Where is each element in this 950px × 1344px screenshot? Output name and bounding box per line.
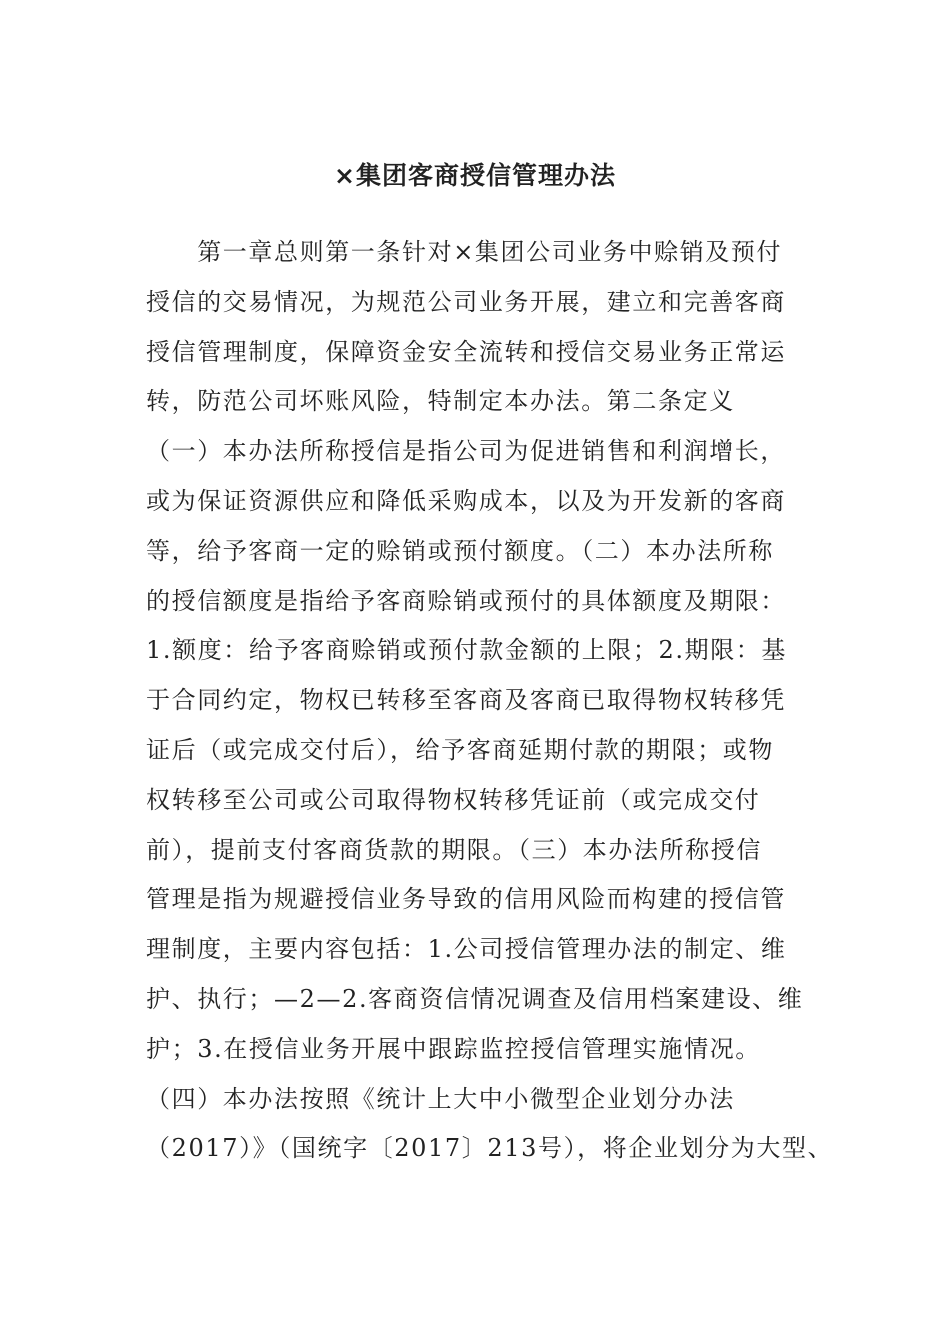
body-line-16: 护、执行；—2—2.客商资信情况调查及信用档案建设、维 [146,984,804,1013]
body-line-3: 授信管理制度，保障资金安全流转和授信交易业务正常运 [146,337,786,366]
body-line-1: 第一章总则第一条针对×集团公司业务中赊销及预付 [146,238,783,266]
body-line-13: 前），提前支付客商货款的期限。（三）本办法所称授信 [146,835,762,864]
body-line-7: 等，给予客商一定的赊销或预付额度。（二）本办法所称 [146,536,774,565]
body-line-2: 授信的交易情况，为规范公司业务开展，建立和完善客商 [146,287,786,316]
document-body [146,228,834,1174]
body-line-5: （一）本办法所称授信是指公司为促进销售和利润增长， [146,437,786,466]
body-line-9: 1.额度：给予客商赊销或预付款金额的上限；2.期限：基 [146,636,787,665]
body-line-15: 理制度，主要内容包括：1.公司授信管理办法的制定、维 [146,935,787,964]
body-line-17: 护；3.在授信业务开展中跟踪监控授信管理实施情况。 [146,1034,761,1063]
body-line-4: 转，防范公司坏账风险，特制定本办法。第二条定义 [146,387,735,416]
body-line-19: （2017）》（国统字〔2017〕213号），将企业划分为大型、 [146,1134,834,1163]
body-line-18: （四）本办法按照《统计上大中小微型企业划分办法 [146,1084,735,1113]
body-line-11: 证后（或完成交付后），给予客商延期付款的期限；或物 [146,735,774,764]
document-title: ×集团客商授信管理办法 [334,161,616,190]
body-line-12: 权转移至公司或公司取得物权转移凭证前（或完成交付 [146,785,761,814]
body-line-6: 或为保证资源供应和降低采购成本，以及为开发新的客商 [146,486,786,515]
body-line-14: 管理是指为规避授信业务导致的信用风险而构建的授信管 [146,885,786,914]
body-line-10: 于合同约定，物权已转移至客商及客商已取得物权转移凭 [146,686,786,715]
body-line-8: 的授信额度是指给予客商赊销或预付的具体额度及期限： [146,586,786,615]
